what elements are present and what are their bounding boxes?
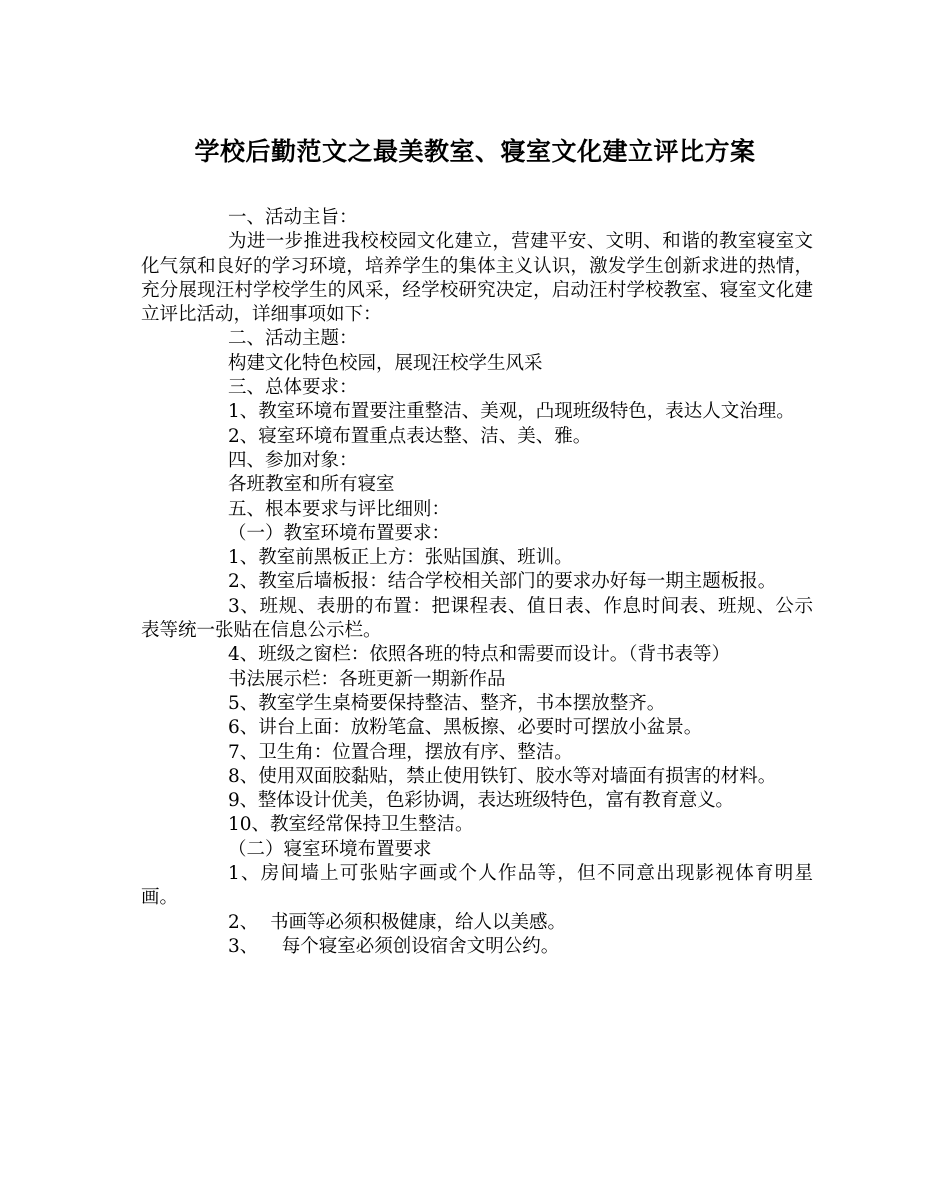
- classroom-rule-item: 书法展示栏：各班更新一期新作品: [228, 668, 506, 690]
- classroom-rule-item: 7、卫生角：位置合理，摆放有序、整洁。: [228, 741, 573, 763]
- theme-paragraph: 构建文化特色校园，展现汪校学生风采: [228, 352, 543, 374]
- dormitory-rule-item: 2、 书画等必须积极健康，给人以美感。: [228, 911, 567, 933]
- classroom-rule-item: 10、教室经常保持卫生整洁。: [228, 814, 474, 836]
- participants-paragraph: 各班教室和所有寝室: [228, 474, 395, 496]
- section-heading-participants: 四、参加对象：: [228, 449, 358, 471]
- dormitory-rule-item: 1、房间墙上可张贴字画或个人作品等，但不同意出现影视体育明星画。: [141, 863, 813, 909]
- dormitory-rule-item: 3、 每个寝室必须创设宿舍文明公约。: [228, 935, 560, 957]
- requirement-item: 1、教室环境布置要注重整洁、美观，凸现班级特色，表达人文治理。: [228, 401, 795, 423]
- classroom-rule-item: 1、教室前黑板正上方：张贴国旗、班训。: [228, 547, 573, 569]
- section-heading-purpose: 一、活动主旨：: [228, 207, 358, 228]
- document-title: 学校后勤范文之最美教室、寝室文化建立评比方案: [194, 137, 756, 166]
- section-heading-theme: 二、活动主题：: [228, 328, 358, 350]
- classroom-rule-item: 3、班规、表册的布置：把课程表、值日表、作息时间表、班规、公示表等统一张贴在信息公示栏。: [141, 595, 813, 642]
- subsection-heading-classroom: （一）教室环境布置要求：: [228, 522, 451, 544]
- classroom-rule-item: 4、班级之窗栏：依照各班的特点和需要而设计。（背书表等）: [228, 644, 731, 666]
- classroom-rule-item: 5、教室学生桌椅要保持整洁、整齐，书本摆放整齐。: [228, 692, 666, 714]
- classroom-rule-item: 9、整体设计优美，色彩协调，表达班级特色，富有教育意义。: [228, 790, 734, 812]
- classroom-rule-item: 2、教室后墙板报：结合学校相关部门的要求办好每一期主题板报。: [228, 571, 777, 593]
- requirement-item: 2、寝室环境布置重点表达整、洁、美、雅。: [228, 425, 592, 447]
- section-heading-rules: 五、根本要求与评比细则：: [228, 498, 451, 520]
- subsection-heading-dormitory: （二）寝室环境布置要求: [228, 838, 432, 860]
- section-heading-requirements: 三、总体要求：: [228, 377, 358, 399]
- document-body: [141, 206, 813, 959]
- classroom-rule-item: 8、使用双面胶黏贴，禁止使用铁钉、胶水等对墙面有损害的材料。: [228, 765, 777, 787]
- classroom-rule-item: 6、讲台上面：放粉笔盒、黑板擦、必要时可摆放小盆景。: [228, 717, 703, 739]
- purpose-paragraph: 为进一步推进我校校园文化建立，营建平安、文明、和谐的教室寝室文化气氛和良好的学习环境，培养学生的集体主义认识，激发学生创新求进的热情，充分展现汪村学校学生的风采，经学校研究决定，启动汪村学校教室、寝室文化建立评比活动，详细事项如下：: [141, 231, 813, 326]
